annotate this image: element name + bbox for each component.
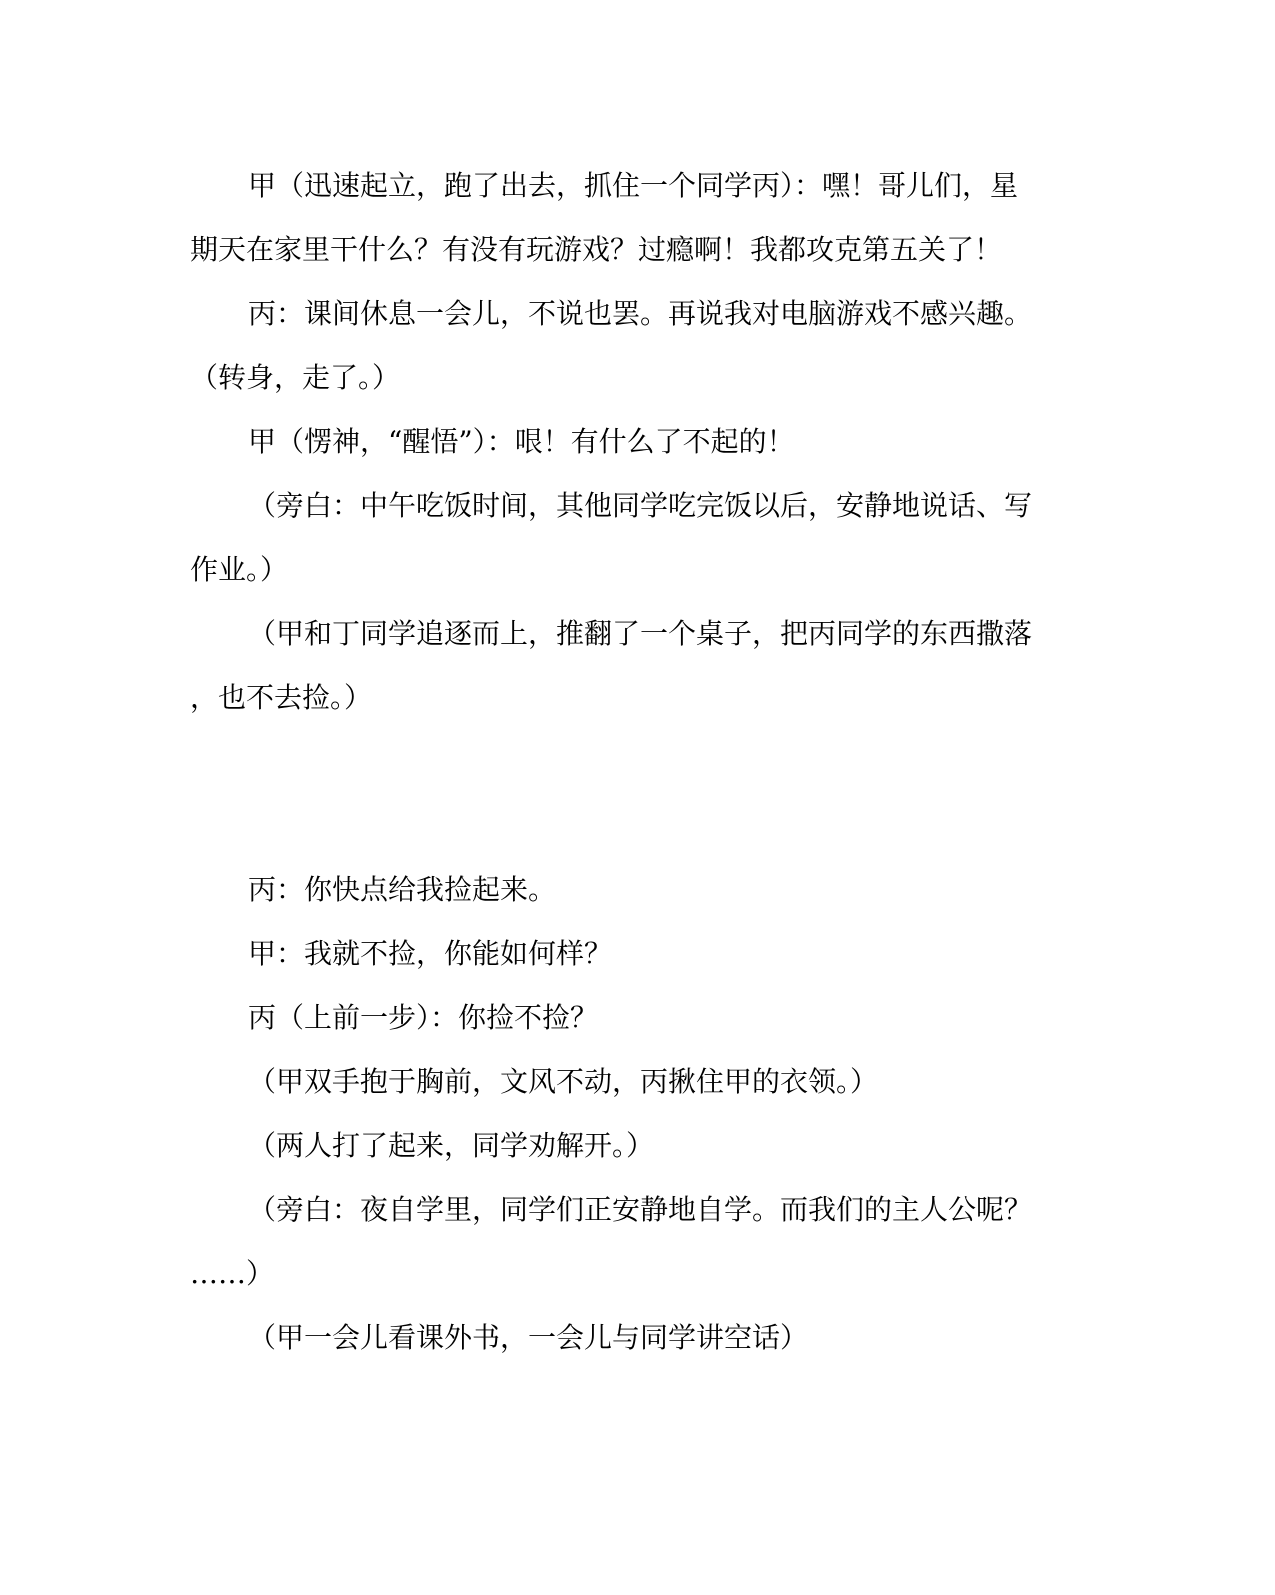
- paragraph-line: 甲（迅速起立，跑了出去，抓住一个同学丙）：嘿！哥儿们，星: [248, 169, 1019, 202]
- paragraph-line: 丙：课间休息一会儿，不说也罢。再说我对电脑游戏不感兴趣。: [248, 297, 1033, 330]
- paragraph-line: 期天在家里干什么？有没有玩游戏？过瘾啊！我都攻克第五关了！: [190, 233, 1003, 266]
- paragraph-line: ，也不去捡。）: [190, 681, 373, 714]
- paragraph-line: 丙：你快点给我捡起来。: [248, 873, 557, 906]
- paragraph-line: （两人打了起来，同学劝解开。）: [248, 1129, 655, 1162]
- paragraph-line: 丙（上前一步）：你捡不捡？: [248, 1001, 599, 1034]
- paragraph-line: （旁白：夜自学里，同学们正安静地自学。而我们的主人公呢？: [248, 1193, 1033, 1226]
- paragraph-line: （转身，走了。）: [190, 361, 401, 394]
- paragraph-line: ……）: [190, 1257, 275, 1290]
- paragraph-line: 甲：我就不捡，你能如何样？: [248, 937, 613, 970]
- paragraph-line: （甲双手抱于胸前，文风不动，丙揪住甲的衣领。）: [248, 1065, 879, 1098]
- paragraph-line: （甲一会儿看课外书，一会儿与同学讲空话）: [248, 1321, 809, 1354]
- paragraph-line: 作业。）: [190, 553, 289, 586]
- paragraph-line: （甲和丁同学追逐而上，推翻了一个桌子，把丙同学的东西撒落: [248, 617, 1033, 650]
- paragraph-line: （旁白：中午吃饭时间，其他同学吃完饭以后，安静地说话、写: [248, 489, 1033, 522]
- paragraph-line: 甲（愣神，“醒悟”）：哏！有什么了不起的！: [248, 425, 795, 458]
